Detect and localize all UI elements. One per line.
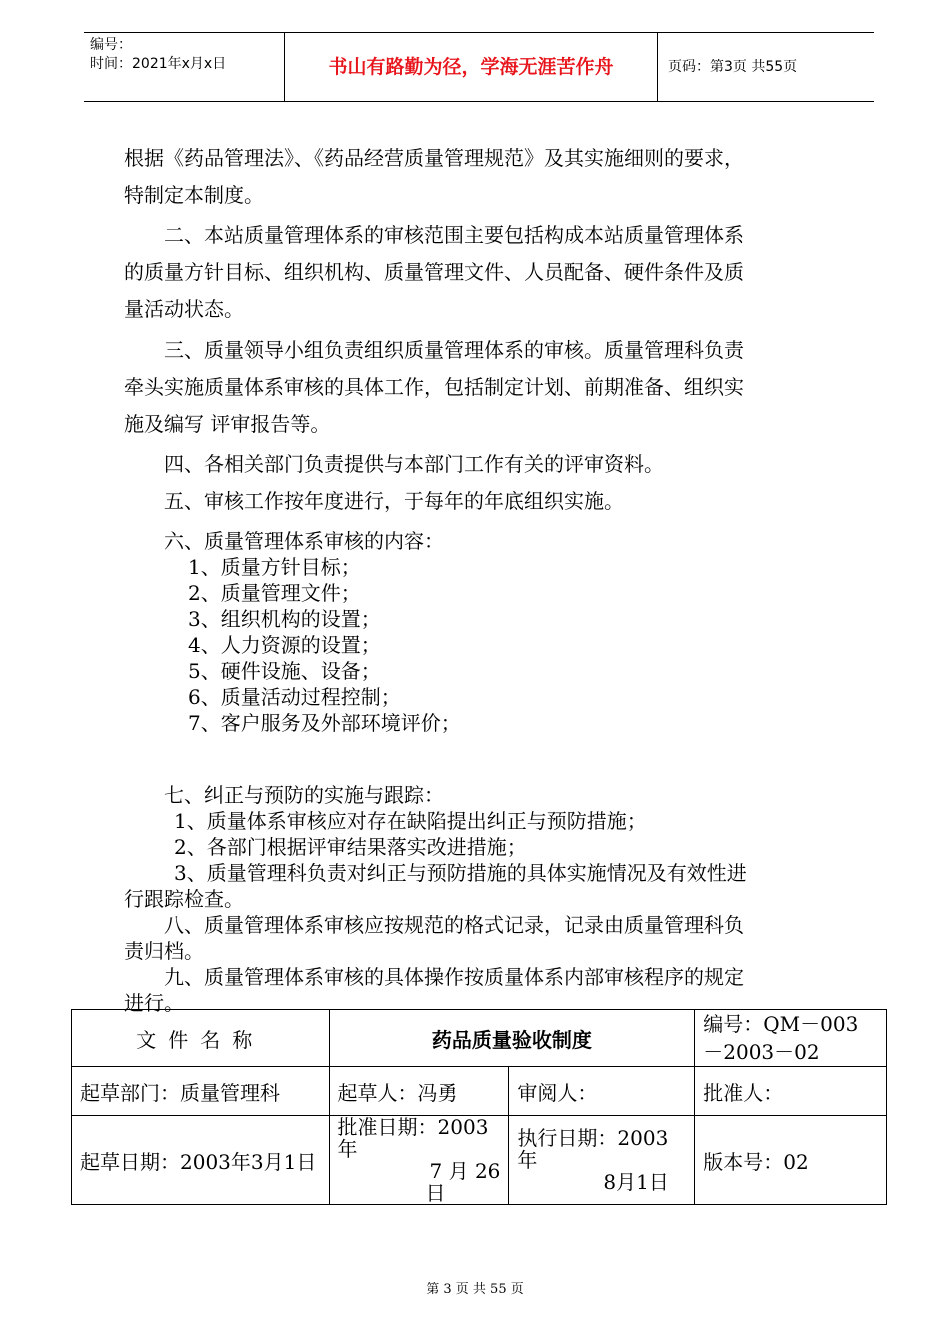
- execute-date-line: 8月1日: [603, 1170, 669, 1194]
- table-row: [72, 1067, 887, 1116]
- header-number-label: 编号：: [90, 37, 132, 53]
- approver: 批准人：: [695, 1067, 887, 1116]
- approve-date-line: 日: [425, 1181, 446, 1205]
- doc-code: [695, 1010, 887, 1067]
- header-slogan: 书山有路勤为径，学海无涯苦作舟: [284, 33, 658, 101]
- text-line: 施及编写 评审报告等。: [124, 412, 331, 436]
- reviewer: 审阅人：: [509, 1067, 695, 1116]
- draft-department: 起草部门：质量管理科: [72, 1067, 330, 1116]
- text-line: 的质量方针目标、组织机构、质量管理文件、人员配备、硬件条件及质: [124, 260, 744, 284]
- list-item: 4、人力资源的设置；: [188, 633, 381, 657]
- section-4: 四、各相关部门负责提供与本部门工作有关的评审资料。: [164, 452, 664, 476]
- file-name: 药品质量验收制度: [329, 1010, 695, 1067]
- section-5: 五、审核工作按年度进行，于每年的年底组织实施。: [164, 489, 624, 513]
- list-item: 6、质量活动过程控制；: [188, 685, 401, 709]
- section-9-line: 九、质量管理体系审核的具体操作按质量体系内部审核程序的规定: [164, 965, 744, 989]
- table-row: [72, 1010, 887, 1067]
- list-item: 1、质量方针目标；: [188, 555, 361, 579]
- text-line: 量活动状态。: [124, 297, 244, 321]
- execute-date: [509, 1116, 695, 1205]
- header-time-label: 时间：2021年x月x日: [90, 56, 227, 72]
- draft-date: 起草日期：2003年3月1日: [72, 1116, 330, 1205]
- text-line: 特制定本制度。: [124, 183, 264, 207]
- text-line: 三、质量领导小组负责组织质量管理体系的审核。质量管理科负责: [164, 338, 744, 362]
- table-row: [72, 1116, 887, 1205]
- list-item: 2、质量管理文件；: [188, 581, 361, 605]
- approve-date: [329, 1116, 509, 1205]
- file-name-label: 文件名称: [72, 1010, 330, 1067]
- section-2: [124, 217, 844, 328]
- text-line: 根据《药品管理法》、《药品经营质量管理规范》及其实施细则的要求，: [124, 146, 744, 170]
- page-header: [84, 32, 874, 102]
- text-line: 牵头实施质量体系审核的具体工作，包括制定计划、前期准备、组织实: [124, 375, 744, 399]
- text-line: 行跟踪检查。: [124, 887, 244, 911]
- section-6: [124, 528, 844, 736]
- section-6-heading: 六、质量管理体系审核的内容：: [164, 529, 444, 553]
- drafter: 起草人：冯勇: [329, 1067, 509, 1116]
- version-number: 版本号：02: [695, 1116, 887, 1205]
- header-page-info: 页码：第3页 共55页: [668, 59, 798, 75]
- text-line: 二、本站质量管理体系的审核范围主要包括构成本站质量管理体系: [164, 223, 744, 247]
- section-3: [124, 332, 844, 443]
- approve-date-line: 7 月 26: [429, 1159, 501, 1183]
- document-control-table: [71, 1009, 887, 1205]
- list-item: 1、质量体系审核应对存在缺陷提出纠正与预防措施；: [174, 809, 647, 833]
- section-9-line: 进行。: [124, 991, 184, 1015]
- list-item: 5、硬件设施、设备；: [188, 659, 381, 683]
- list-item: 2、各部门根据评审结果落实改进措施；: [174, 835, 527, 859]
- list-item: 7、客户服务及外部环境评价；: [188, 711, 461, 735]
- section-7: [124, 782, 844, 1016]
- intro-paragraph: [124, 140, 844, 214]
- doc-code-line: －2003－02: [703, 1040, 820, 1064]
- page-footer: 第 3 页 共 55 页: [426, 1282, 524, 1297]
- execute-date-line: 执行日期：2003年: [517, 1126, 669, 1172]
- section-7-heading: 七、纠正与预防的实施与跟踪：: [164, 783, 444, 807]
- section-8-line: 八、质量管理体系审核应按规范的格式记录，记录由质量管理科负: [164, 913, 744, 937]
- header-info: [84, 33, 284, 101]
- section-8-line: 责归档。: [124, 939, 204, 963]
- list-item: 3、质量管理科负责对纠正与预防措施的具体实施情况及有效性进: [174, 861, 747, 885]
- approve-date-line: 批准日期：2003年: [337, 1115, 489, 1161]
- doc-code-line: 编号：QM－003: [703, 1012, 859, 1036]
- list-item: 3、组织机构的设置；: [188, 607, 381, 631]
